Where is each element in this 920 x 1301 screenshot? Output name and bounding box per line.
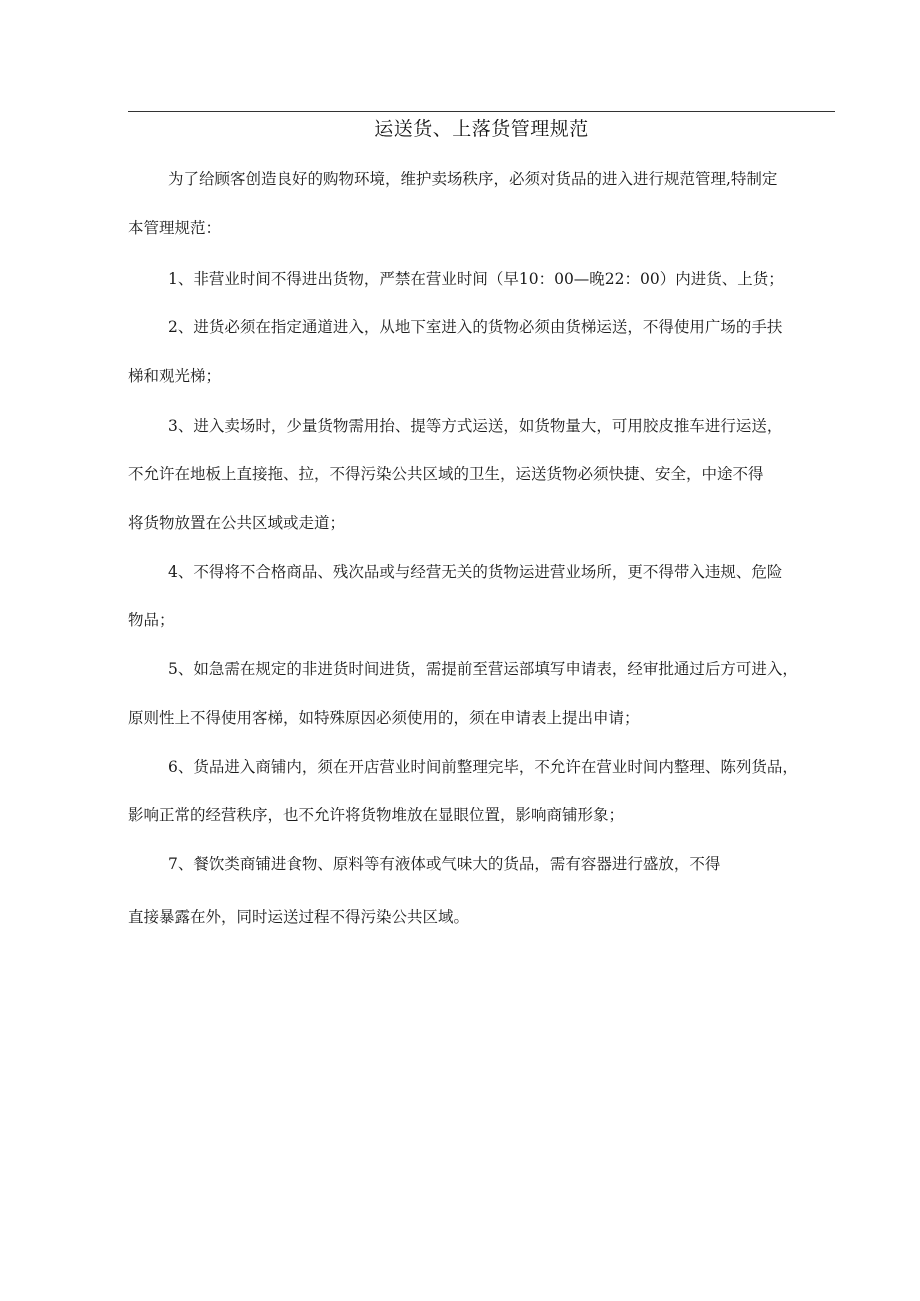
header-rule — [128, 111, 835, 112]
rule-3-line-2: 不允许在地板上直接拖、拉，不得污染公共区域的卫生，运送货物必须快捷、安全，中途不得 — [128, 465, 764, 483]
rule-6-line-1: 6、货品进入商铺内，须在开店营业时间前整理完毕，不允许在营业时间内整理、陈列货品， — [168, 758, 798, 776]
rule-1-line-1: 1、非营业时间不得进出货物，严禁在营业时间（早10：00—晚22：00）内进货、上货； — [168, 270, 784, 288]
rule-3-line-3: 将货物放置在公共区域或走道； — [128, 514, 346, 532]
intro-line-1: 为了给顾客创造良好的购物环境，维护卖场秩序，必须对货品的进入进行规范管理,特制定 — [168, 170, 778, 188]
rule-3-line-1: 3、进入卖场时，少量货物需用抬、提等方式运送，如货物量大，可用胶皮推车进行运送， — [168, 417, 783, 435]
intro-line-2: 本管理规范： — [128, 219, 222, 237]
rule-5-line-2: 原则性上不得使用客梯，如特殊原因必须使用的，须在申请表上提出申请； — [128, 709, 640, 727]
rule-4-line-1: 4、不得将不合格商品、残次品或与经营无关的货物运进营业场所，更不得带入违规、危险 — [168, 563, 783, 581]
rule-7-line-2: 直接暴露在外，同时运送过程不得污染公共区域。 — [128, 908, 470, 926]
rule-5-line-1: 5、如急需在规定的非进货时间进货，需提前至营运部填写申请表，经审批通过后方可进入， — [168, 660, 798, 678]
rule-2-line-1: 2、进货必须在指定通道进入，从地下室进入的货物必须由货梯运送，不得使用广场的手扶 — [168, 318, 783, 336]
rule-7-line-1: 7、餐饮类商铺进食物、原料等有液体或气味大的货品，需有容器进行盛放，不得 — [168, 855, 721, 873]
document-title: 运送货、上落货管理规范 — [374, 118, 589, 140]
rule-6-line-2: 影响正常的经营秩序，也不允许将货物堆放在显眼位置，影响商铺形象； — [128, 806, 625, 824]
rule-4-line-2: 物品； — [128, 611, 175, 629]
rule-2-line-2: 梯和观光梯； — [128, 367, 222, 385]
